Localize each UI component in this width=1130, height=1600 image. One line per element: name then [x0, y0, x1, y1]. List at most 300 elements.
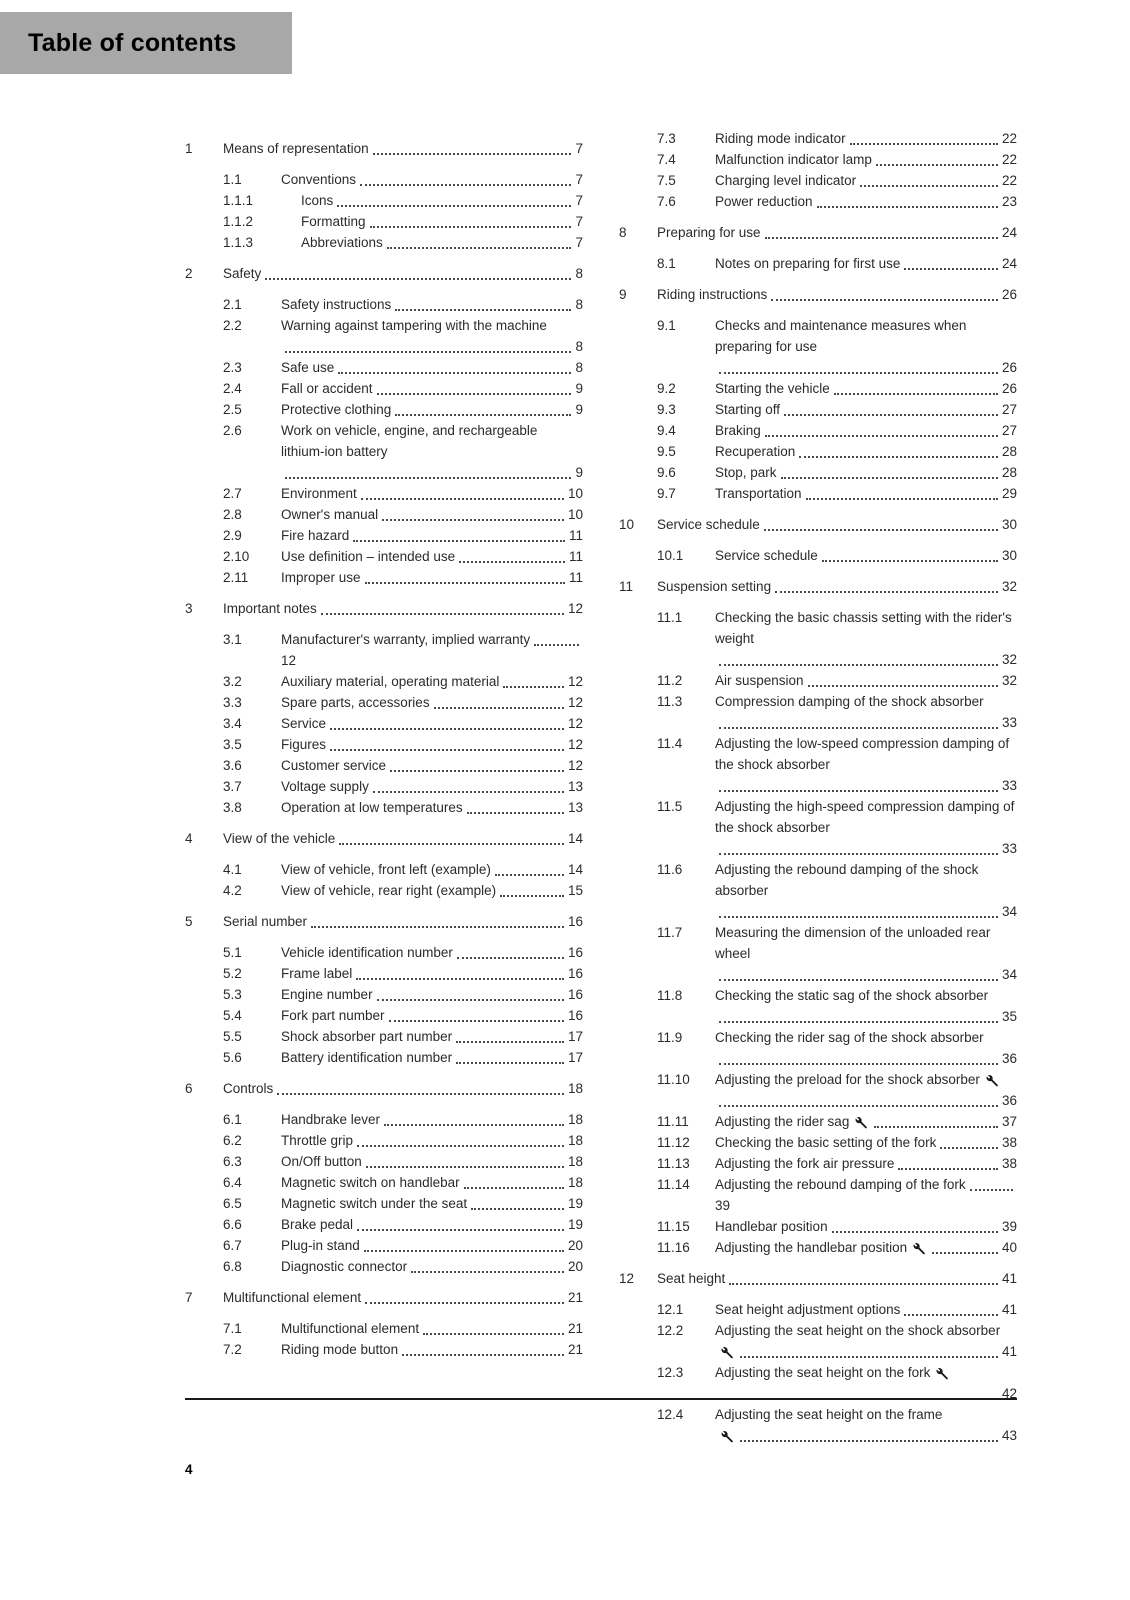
toc-entry-number: 5.3 [223, 987, 242, 1002]
toc-entry-page: 12 [281, 653, 297, 668]
toc-entry [619, 1216, 1017, 1237]
toc-entry-page: 21 [567, 1290, 583, 1305]
dotted-leader [434, 707, 564, 709]
toc-entry-number: 9.3 [657, 402, 676, 417]
toc-entry-content [281, 671, 583, 692]
toc-entry-page: 41 [1001, 1344, 1017, 1359]
dotted-leader [459, 561, 565, 563]
toc-entry-page: 19 [567, 1196, 583, 1211]
toc-entry [619, 607, 1017, 670]
dotted-leader [860, 185, 998, 187]
toc-entry-content [281, 755, 583, 776]
toc-entry [185, 1172, 583, 1193]
toc-entry-page: 22 [1001, 131, 1017, 146]
toc-entry-content [715, 1216, 1017, 1237]
dotted-leader [330, 728, 564, 730]
dotted-leader [377, 999, 564, 1001]
toc-entry [619, 1268, 1017, 1289]
toc-entry-number: 1.1.3 [223, 235, 254, 250]
toc-entry-content [281, 713, 583, 734]
dotted-leader [364, 1250, 564, 1252]
dotted-leader [365, 1302, 564, 1304]
toc-entry-content [281, 525, 583, 546]
dotted-leader [337, 205, 571, 207]
toc-entry [185, 1235, 583, 1256]
dotted-leader [361, 498, 564, 500]
toc-entry-number: 2.5 [223, 402, 242, 417]
toc-entry-content [715, 483, 1017, 504]
toc-entry-label: Work on vehicle, engine, and rechargeable lithium-ion battery [281, 423, 538, 459]
toc-entry [185, 629, 583, 671]
toc-entry-page: 18 [567, 1154, 583, 1169]
dotted-leader [719, 979, 998, 981]
toc-entry-content [281, 169, 583, 190]
toc-entry-number: 4 [185, 831, 193, 846]
toc-entry-content [301, 211, 583, 232]
toc-entry-number: 9.6 [657, 465, 676, 480]
toc-entry-label: Multifunctional element [281, 1321, 420, 1336]
toc-entry [619, 922, 1017, 985]
toc-entry-page: 11 [568, 528, 583, 543]
dotted-leader [822, 560, 998, 562]
toc-entry [619, 1174, 1017, 1216]
dotted-leader [904, 1314, 998, 1316]
toc-entry-content [657, 576, 1017, 597]
toc-entry-number: 3.6 [223, 758, 242, 773]
table-of-contents [185, 128, 1017, 1446]
toc-entry-page: 16 [567, 914, 583, 929]
toc-entry-page: 16 [567, 1008, 583, 1023]
toc-entry-page: 23 [1001, 194, 1017, 209]
toc-entry-number: 7.4 [657, 152, 676, 167]
toc-entry-label: Service schedule [715, 548, 818, 563]
dotted-leader [740, 1440, 998, 1442]
toc-entry [185, 1047, 583, 1068]
dotted-leader [365, 582, 565, 584]
toc-entry-number: 2.1 [223, 297, 242, 312]
toc-entry-content [223, 138, 583, 159]
toc-entry-number: 2.2 [223, 318, 242, 333]
dotted-leader [265, 278, 571, 280]
toc-entry-page: 33 [1001, 778, 1017, 793]
toc-entry [185, 315, 583, 357]
toc-entry-number: 9 [619, 287, 627, 302]
toc-entry-label: Adjusting the seat height on the fork [715, 1365, 931, 1380]
toc-entry-label: Customer service [281, 758, 387, 773]
toc-entry [185, 420, 583, 483]
toc-entry-page: 8 [575, 339, 583, 354]
toc-entry-content [715, 420, 1017, 441]
toc-entry-label: Fall or accident [281, 381, 373, 396]
toc-entry-page: 17 [567, 1029, 583, 1044]
toc-entry-page: 30 [1001, 517, 1017, 532]
toc-entry [185, 880, 583, 901]
toc-entry-label: Suspension setting [657, 579, 772, 594]
toc-entry [185, 567, 583, 588]
toc-entry-number: 11.12 [657, 1135, 690, 1150]
toc-entry-number: 5.4 [223, 1008, 242, 1023]
toc-entry-page: 36 [1001, 1093, 1017, 1108]
toc-entry-page: 26 [1001, 381, 1017, 396]
toc-entry [619, 796, 1017, 859]
toc-entry-page: 12 [567, 758, 583, 773]
toc-entry-content [281, 984, 583, 1005]
toc-entry-number: 10.1 [657, 548, 684, 563]
toc-entry-number: 7 [185, 1290, 193, 1305]
dotted-leader [764, 529, 998, 531]
toc-entry-number: 6.1 [223, 1112, 242, 1127]
toc-entry-number: 12.4 [657, 1407, 684, 1422]
dotted-leader [729, 1283, 998, 1285]
dotted-leader [389, 1020, 564, 1022]
dotted-leader [771, 299, 998, 301]
dotted-leader [330, 749, 564, 751]
toc-entry-label: Use definition – intended use [281, 549, 456, 564]
toc-entry [185, 1256, 583, 1277]
toc-entry-number: 9.7 [657, 486, 676, 501]
toc-entry-content [281, 942, 583, 963]
toc-entry [619, 149, 1017, 170]
toc-entry-page: 18 [567, 1081, 583, 1096]
dotted-leader [817, 206, 998, 208]
dotted-leader [357, 1229, 564, 1231]
toc-entry [185, 546, 583, 567]
dotted-leader [834, 393, 998, 395]
toc-entry [619, 1069, 1017, 1111]
toc-entry-label: Checking the rider sag of the shock absorber [715, 1030, 984, 1045]
toc-entry-page: 20 [567, 1259, 583, 1274]
toc-entry-content [281, 1256, 583, 1277]
toc-entry-content [657, 284, 1017, 305]
dotted-leader [356, 978, 564, 980]
dotted-leader [932, 1252, 998, 1254]
toc-entry-content [301, 232, 583, 253]
toc-entry [185, 190, 583, 211]
toc-entry-number: 9.2 [657, 381, 676, 396]
toc-entry [619, 1320, 1017, 1362]
toc-entry-number: 6 [185, 1081, 193, 1096]
toc-entry [619, 1237, 1017, 1258]
toc-entry-label: Protective clothing [281, 402, 392, 417]
toc-entry-number: 7.2 [223, 1342, 242, 1357]
toc-entry-content [281, 1026, 583, 1047]
toc-entry-content [715, 985, 1017, 1027]
toc-entry-number: 11.9 [657, 1030, 683, 1045]
dotted-leader [876, 164, 998, 166]
toc-entry [619, 315, 1017, 378]
toc-entry [619, 545, 1017, 566]
dotted-leader [277, 1093, 564, 1095]
dotted-leader [321, 613, 564, 615]
toc-entry-page: 26 [1001, 287, 1017, 302]
toc-entry-content [223, 911, 583, 932]
toc-entry [185, 828, 583, 849]
toc-entry-page: 12 [567, 716, 583, 731]
toc-entry [185, 1214, 583, 1235]
toc-entry-label: Adjusting the rebound damping of the fork [715, 1177, 966, 1192]
footer-page-number: 4 [185, 1462, 193, 1477]
toc-entry-content [223, 828, 583, 849]
toc-entry-number: 2.3 [223, 360, 242, 375]
toc-entry-page: 41 [1001, 1302, 1017, 1317]
toc-entry-label: Icons [301, 193, 334, 208]
toc-entry-content [715, 859, 1017, 922]
toc-entry [185, 1318, 583, 1339]
toc-entry-label: Safety [223, 266, 262, 281]
dotted-leader [503, 686, 564, 688]
toc-entry-content [281, 483, 583, 504]
wrench-icon [721, 1430, 734, 1443]
toc-entry-page: 32 [1001, 673, 1017, 688]
toc-entry-number: 3.2 [223, 674, 242, 689]
toc-entry-page: 24 [1001, 225, 1017, 240]
dotted-leader [384, 1124, 564, 1126]
dotted-leader [850, 143, 998, 145]
toc-entry-page: 33 [1001, 715, 1017, 730]
toc-entry-label: Safety instructions [281, 297, 392, 312]
toc-entry-number: 6.8 [223, 1259, 242, 1274]
toc-entry-label: Air suspension [715, 673, 804, 688]
toc-entry-page: 34 [1001, 904, 1017, 919]
toc-entry [185, 1109, 583, 1130]
toc-entry-label: Plug-in stand [281, 1238, 360, 1253]
toc-entry-label: Adjusting the handlebar position [715, 1240, 908, 1255]
toc-entry-label: Starting the vehicle [715, 381, 830, 396]
toc-entry-content [301, 190, 583, 211]
toc-entry [619, 128, 1017, 149]
toc-entry [185, 776, 583, 797]
toc-entry-label: Frame label [281, 966, 353, 981]
toc-entry-number: 2.4 [223, 381, 242, 396]
toc-entry-page: 7 [575, 214, 583, 229]
toc-entry-page: 11 [568, 570, 583, 585]
dotted-leader [500, 895, 564, 897]
dotted-leader [808, 685, 998, 687]
toc-entry-number: 11.13 [657, 1156, 690, 1171]
dotted-leader [370, 226, 572, 228]
toc-entry [619, 399, 1017, 420]
toc-entry-label: Transportation [715, 486, 802, 501]
dotted-leader [719, 916, 998, 918]
dotted-leader [765, 237, 998, 239]
toc-entry-number: 9.4 [657, 423, 676, 438]
toc-entry-page: 32 [1001, 579, 1017, 594]
toc-entry-number: 11.2 [657, 673, 683, 688]
toc-entry [619, 483, 1017, 504]
toc-entry-page: 27 [1001, 402, 1017, 417]
wrench-icon [855, 1116, 868, 1129]
toc-entry-content [715, 399, 1017, 420]
dotted-leader [799, 456, 998, 458]
toc-entry-page: 28 [1001, 444, 1017, 459]
toc-entry-label: Handbrake lever [281, 1112, 381, 1127]
dotted-leader [775, 591, 998, 593]
toc-entry-content [223, 263, 583, 284]
toc-entry-content [715, 545, 1017, 566]
toc-entry-number: 11.8 [657, 988, 683, 1003]
toc-entry-label: Voltage supply [281, 779, 369, 794]
toc-entry-content [715, 691, 1017, 733]
toc-entry-label: Riding instructions [657, 287, 768, 302]
toc-entry-number: 4.1 [223, 862, 242, 877]
toc-entry [185, 483, 583, 504]
toc-entry [619, 222, 1017, 243]
dotted-leader [832, 1231, 998, 1233]
toc-entry [619, 691, 1017, 733]
toc-entry-number: 11.3 [657, 694, 683, 709]
dotted-leader [719, 372, 998, 374]
toc-entry-content [281, 1339, 583, 1360]
toc-entry-label: Checking the basic setting of the fork [715, 1135, 937, 1150]
toc-entry-page: 10 [567, 507, 583, 522]
toc-entry-number: 5.6 [223, 1050, 242, 1065]
toc-column-left [185, 128, 583, 1360]
toc-entry-number: 11.15 [657, 1219, 690, 1234]
toc-entry-page: 28 [1001, 465, 1017, 480]
dotted-leader [456, 1041, 564, 1043]
toc-entry-label: Adjusting the preload for the shock absorber [715, 1072, 980, 1087]
toc-entry-content [281, 880, 583, 901]
toc-entry-number: 10 [619, 517, 635, 532]
toc-entry [185, 378, 583, 399]
dotted-leader [339, 843, 564, 845]
toc-entry-page: 14 [567, 862, 583, 877]
toc-entry-number: 1.1.2 [223, 214, 254, 229]
toc-entry-label: Spare parts, accessories [281, 695, 430, 710]
toc-entry-number: 3.8 [223, 800, 242, 815]
dotted-leader [353, 540, 565, 542]
dotted-leader [373, 153, 572, 155]
toc-entry-content [281, 797, 583, 818]
toc-entry [185, 1151, 583, 1172]
toc-entry-label: Checks and maintenance measures when preparing for use [715, 318, 967, 354]
toc-entry-content [281, 315, 583, 357]
dotted-leader [457, 957, 564, 959]
dotted-leader [467, 812, 564, 814]
toc-entry-number: 2.8 [223, 507, 242, 522]
toc-entry-number: 11.1 [657, 610, 683, 625]
toc-entry-label: View of vehicle, front left (example) [281, 862, 491, 877]
toc-entry-number: 2.10 [223, 549, 250, 564]
toc-entry-number: 3.4 [223, 716, 242, 731]
toc-entry-label: Throttle grip [281, 1133, 354, 1148]
dotted-leader [338, 372, 571, 374]
dotted-leader [781, 477, 998, 479]
toc-entry [185, 859, 583, 880]
toc-entry [619, 462, 1017, 483]
toc-entry-label: Controls [223, 1081, 274, 1096]
toc-entry-page: 20 [567, 1238, 583, 1253]
toc-entry-content [281, 859, 583, 880]
toc-entry-page: 30 [1001, 548, 1017, 563]
toc-entry-label: Auxiliary material, operating material [281, 674, 500, 689]
dotted-leader [464, 1187, 564, 1189]
toc-entry-label: Operation at low temperatures [281, 800, 463, 815]
toc-entry-content [715, 128, 1017, 149]
toc-entry-label: Adjusting the rider sag [715, 1114, 850, 1129]
toc-entry-content [281, 1109, 583, 1130]
toc-entry-label: View of vehicle, rear right (example) [281, 883, 497, 898]
toc-entry [619, 420, 1017, 441]
toc-entry [185, 1026, 583, 1047]
toc-entry-content [715, 1132, 1017, 1153]
toc-entry-label: Serial number [223, 914, 308, 929]
toc-entry-label: Riding mode indicator [715, 131, 846, 146]
toc-entry-label: Compression damping of the shock absorber [715, 694, 984, 709]
dotted-leader [366, 1166, 564, 1168]
toc-entry [619, 253, 1017, 274]
toc-entry-label: Shock absorber part number [281, 1029, 453, 1044]
toc-entry-content [281, 1193, 583, 1214]
dotted-leader [423, 1333, 564, 1335]
dotted-leader [740, 1356, 998, 1358]
toc-entry [619, 1404, 1017, 1446]
toc-entry-content [223, 1078, 583, 1099]
toc-entry-label: Manufacturer's warranty, implied warranty [281, 632, 531, 647]
toc-entry-number: 11.7 [657, 925, 683, 940]
toc-entry-page: 18 [567, 1133, 583, 1148]
toc-entry [619, 733, 1017, 796]
toc-entry-label: Malfunction indicator lamp [715, 152, 872, 167]
toc-entry [185, 232, 583, 253]
toc-entry [185, 294, 583, 315]
toc-entry-content [281, 776, 583, 797]
dotted-leader [395, 309, 571, 311]
dotted-leader [285, 351, 571, 353]
toc-entry-number: 3.5 [223, 737, 242, 752]
toc-entry-page: 7 [575, 172, 583, 187]
toc-column-right [619, 128, 1017, 1446]
toc-entry [185, 1193, 583, 1214]
dotted-leader [719, 1063, 998, 1065]
toc-entry [619, 284, 1017, 305]
toc-entry-number: 8 [619, 225, 627, 240]
toc-entry-label: Owner's manual [281, 507, 379, 522]
toc-entry [185, 984, 583, 1005]
toc-entry-label: Battery identification number [281, 1050, 453, 1065]
toc-entry [619, 1111, 1017, 1132]
toc-entry-number: 9.5 [657, 444, 676, 459]
toc-entry-page: 12 [567, 695, 583, 710]
toc-entry-content [223, 1287, 583, 1308]
dotted-leader [719, 664, 998, 666]
toc-entry [619, 1132, 1017, 1153]
toc-entry-page: 12 [567, 674, 583, 689]
toc-entry-page: 9 [575, 465, 583, 480]
toc-entry-content [281, 963, 583, 984]
toc-entry-number: 6.4 [223, 1175, 242, 1190]
toc-entry [185, 399, 583, 420]
dotted-leader [471, 1208, 564, 1210]
toc-entry [185, 1005, 583, 1026]
toc-entry-number: 7.1 [223, 1321, 242, 1336]
toc-entry [185, 263, 583, 284]
toc-entry-content [715, 1237, 1017, 1258]
toc-entry-number: 7.5 [657, 173, 676, 188]
toc-entry-number: 6.5 [223, 1196, 242, 1211]
toc-entry-page: 43 [1001, 1428, 1017, 1443]
toc-entry-number: 5 [185, 914, 193, 929]
toc-entry-number: 11.14 [657, 1177, 690, 1192]
dotted-leader [940, 1147, 998, 1149]
toc-entry [619, 859, 1017, 922]
toc-entry-label: Checking the static sag of the shock absorber [715, 988, 989, 1003]
toc-entry-number: 11.10 [657, 1072, 690, 1087]
toc-entry-number: 3 [185, 601, 193, 616]
toc-entry-content [281, 378, 583, 399]
toc-entry-content [715, 191, 1017, 212]
toc-entry-number: 11 [619, 579, 634, 594]
